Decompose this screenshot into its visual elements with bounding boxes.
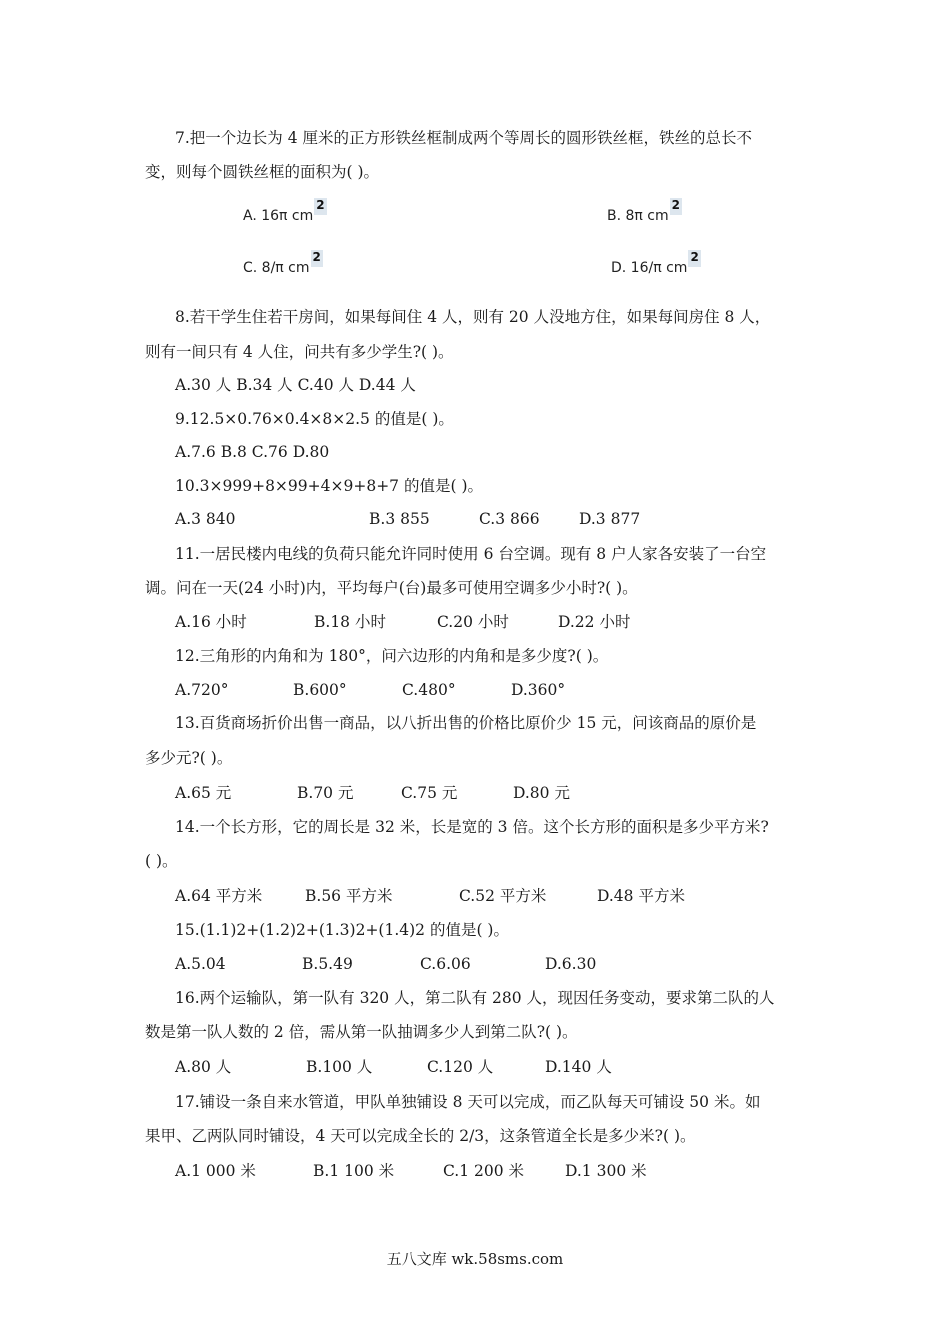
q16-line1: 16.两个运输队，第一队有 320 人，第二队有 280 人，现因任务变动，要求第二队的人 (175, 989, 775, 1007)
q15-option-d: D.6.30 (545, 955, 597, 973)
q13-line2: 多少元?( )。 (145, 749, 233, 767)
q12-option-c: C.480° (402, 681, 456, 699)
q10-option-d: D.3 877 (579, 510, 641, 528)
q17-option-b: B.1 100 米 (313, 1162, 395, 1180)
q7-option-b: B. 8π cm 2 (607, 198, 680, 224)
q12-option-a: A.720° (175, 681, 229, 699)
q13-line1: 13.百货商场折价出售一商品，以八折出售的价格比原价少 15 元，问该商品的原价是 (175, 714, 757, 732)
q14-option-d: D.48 平方米 (597, 887, 685, 905)
q16-option-b: B.100 人 (306, 1058, 373, 1076)
q12-option-d: D.360° (511, 681, 566, 699)
q8-line2: 则有一间只有 4 人住，问共有多少学生?( )。 (145, 343, 454, 361)
q11-option-b: B.18 小时 (314, 613, 386, 631)
q9-line1: 9.12.5×0.76×0.4×8×2.5 的值是( )。 (175, 410, 454, 428)
q15-option-b: B.5.49 (302, 955, 353, 973)
q7-option-d: D. 16/π cm 2 (611, 250, 699, 276)
q7-line2: 变，则每个圆铁丝框的面积为( )。 (145, 163, 380, 181)
q12-line1: 12.三角形的内角和为 180°，问六边形的内角和是多少度?( )。 (175, 647, 609, 665)
q17-line2: 果甲、乙两队同时铺设，4 天可以完成全长的 2/3，这条管道全长是多少米?( )。 (145, 1127, 696, 1145)
q13-option-d: D.80 元 (513, 784, 570, 802)
q14-option-a: A.64 平方米 (175, 887, 263, 905)
q7-option-a: A. 16π cm 2 (243, 198, 325, 224)
q11-option-a: A.16 小时 (175, 613, 247, 631)
q9-options: A.7.6 B.8 C.76 D.80 (175, 443, 330, 461)
q10-option-a: A.3 840 (175, 510, 236, 528)
q16-option-a: A.80 人 (175, 1058, 232, 1076)
q14-option-b: B.56 平方米 (305, 887, 393, 905)
q8-line1: 8.若干学生住若干房间，如果每间住 4 人，则有 20 人没地方住，如果每间房住 8 人， (175, 308, 771, 326)
q14-line2: ( )。 (145, 852, 178, 870)
q15-option-c: C.6.06 (420, 955, 471, 973)
q15-line1: 15.(1.1)2+(1.2)2+(1.3)2+(1.4)2 的值是( )。 (175, 921, 509, 939)
q17-line1: 17.铺设一条自来水管道，甲队单独铺设 8 天可以完成，而乙队每天可铺设 50 米。如 (175, 1093, 761, 1111)
q13-option-a: A.65 元 (175, 784, 232, 802)
q13-option-b: B.70 元 (297, 784, 354, 802)
q11-option-c: C.20 小时 (437, 613, 509, 631)
q7-option-c: C. 8/π cm 2 (243, 250, 321, 276)
q11-option-d: D.22 小时 (558, 613, 631, 631)
q12-option-b: B.600° (293, 681, 347, 699)
footer-watermark: 五八文库 wk.58sms.com (386, 1250, 564, 1268)
q14-option-c: C.52 平方米 (459, 887, 547, 905)
q7-line1: 7.把一个边长为 4 厘米的正方形铁丝框制成两个等周长的圆形铁丝框，铁丝的总长不 (175, 129, 753, 147)
q16-option-d: D.140 人 (545, 1058, 612, 1076)
q11-line2: 调。问在一天(24 小时)内，平均每户(台)最多可使用空调多少小时?( )。 (145, 579, 638, 597)
q8-options: A.30 人 B.34 人 C.40 人 D.44 人 (175, 376, 416, 394)
q13-option-c: C.75 元 (401, 784, 458, 802)
q10-option-b: B.3 855 (369, 510, 430, 528)
q17-option-d: D.1 300 米 (565, 1162, 647, 1180)
q14-line1: 14.一个长方形，它的周长是 32 米，长是宽的 3 倍。这个长方形的面积是多少平方米? (175, 818, 769, 836)
q17-option-c: C.1 200 米 (443, 1162, 525, 1180)
q10-option-c: C.3 866 (479, 510, 540, 528)
q16-option-c: C.120 人 (427, 1058, 494, 1076)
q17-option-a: A.1 000 米 (175, 1162, 256, 1180)
q11-line1: 11.一居民楼内电线的负荷只能允许同时使用 6 台空调。现有 8 户人家各安装了一台空 (175, 545, 767, 563)
q10-line1: 10.3×999+8×99+4×9+8+7 的值是( )。 (175, 477, 483, 495)
q15-option-a: A.5.04 (175, 955, 226, 973)
q16-line2: 数是第一队人数的 2 倍，需从第一队抽调多少人到第二队?( )。 (145, 1023, 578, 1041)
